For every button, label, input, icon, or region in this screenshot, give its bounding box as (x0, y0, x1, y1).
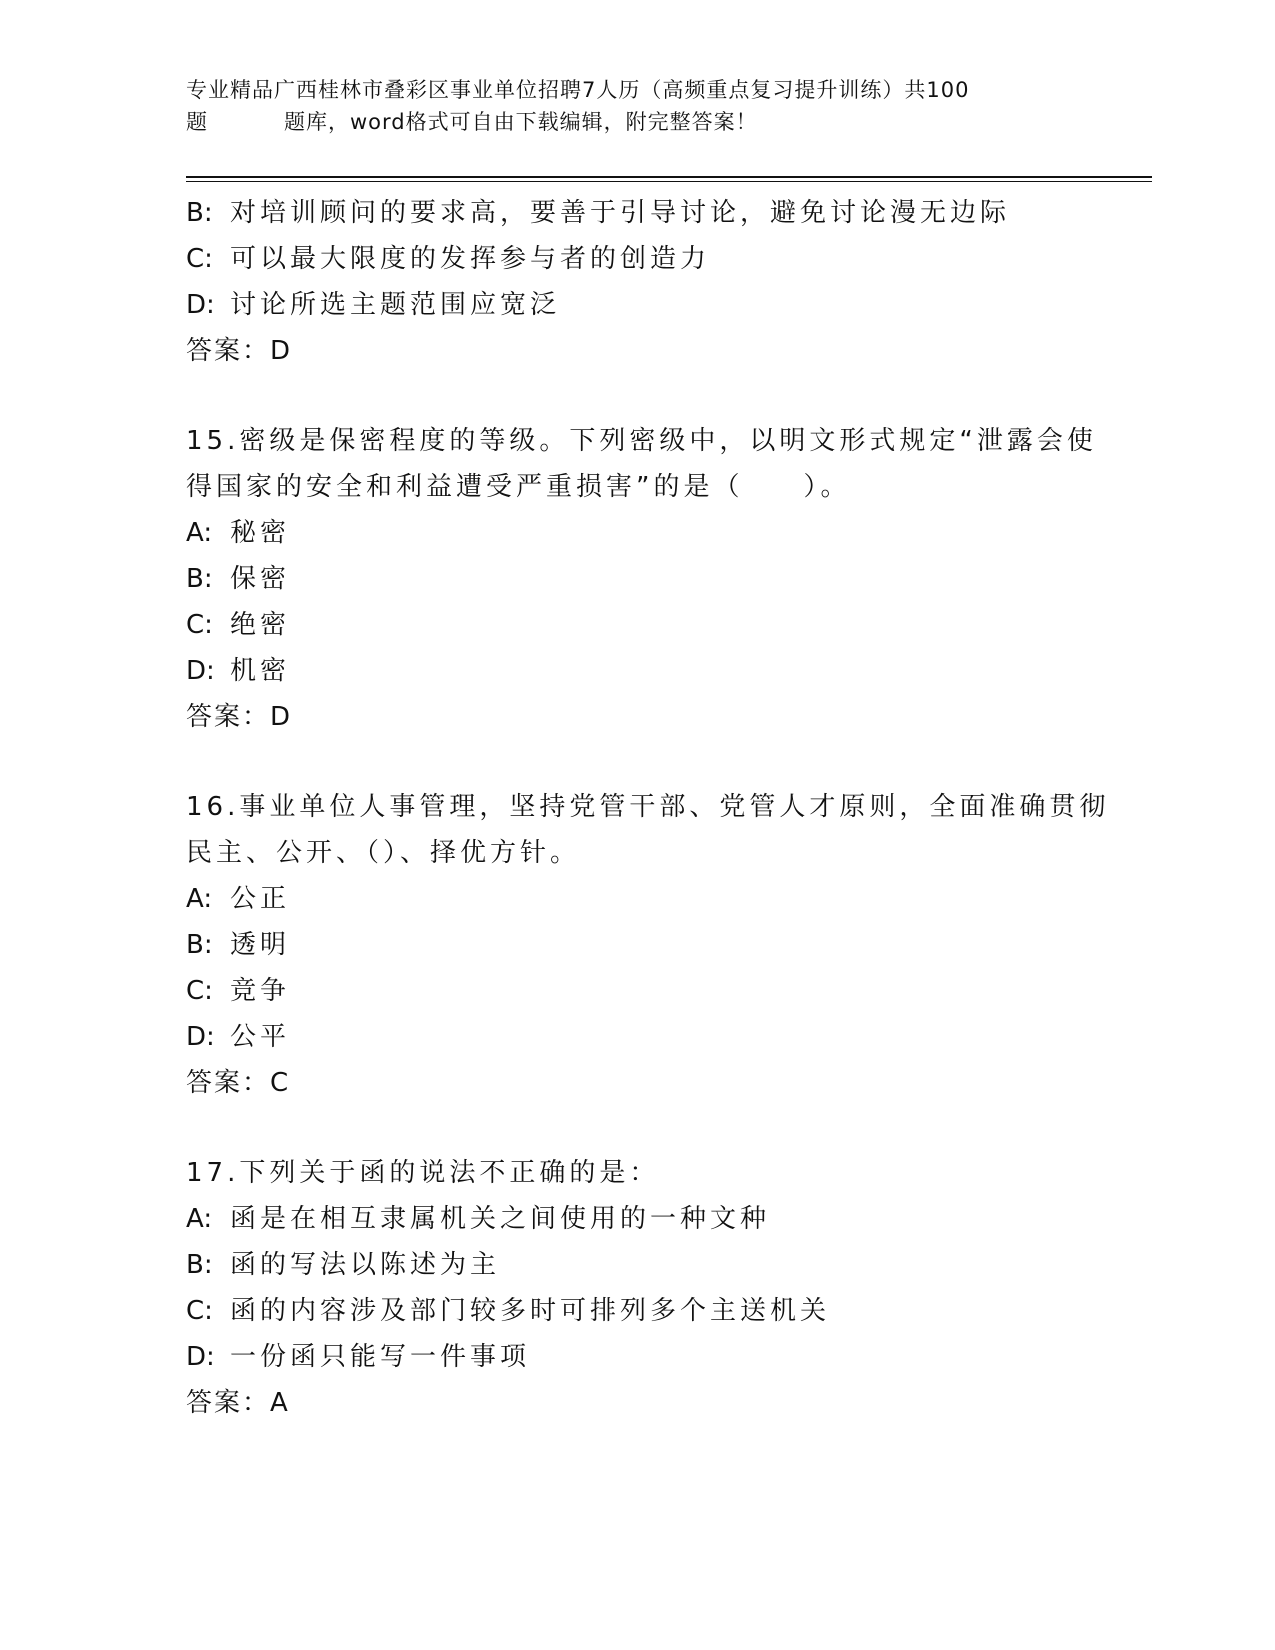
option-d: D: 讨论所选主题范围应宽泛 (186, 290, 561, 320)
header-title-line1: 专业精品广西桂林市叠彩区事业单位招聘7人历（高频重点复习提升训练）共100 (186, 78, 970, 102)
question-stem: 16.事业单位人事管理，坚持党管干部、党管人才原则，全面准确贯彻 (186, 792, 1110, 822)
header-rule-thick (186, 176, 1152, 178)
option-b: B: 透明 (186, 930, 291, 960)
document-header (186, 74, 1086, 138)
question-fragment (186, 190, 1086, 374)
answer-line: 答案：D (186, 336, 293, 366)
question-stem: 17.下列关于函的说法不正确的是： (186, 1158, 660, 1188)
answer-line: 答案：D (186, 702, 293, 732)
question-content (186, 190, 1110, 1426)
header-title-line2 (186, 106, 1086, 138)
header-rule-thin (186, 181, 1152, 182)
question-stem-continued: 得国家的安全和利益遭受严重损害”的是（ ）。 (186, 472, 851, 502)
header-line2-left: 题 (186, 110, 208, 134)
option-c: C: 可以最大限度的发挥参与者的创造力 (186, 244, 711, 274)
question-16 (186, 784, 1110, 1106)
option-d: D: 机密 (186, 656, 291, 686)
option-c: C: 竞争 (186, 976, 291, 1006)
answer-line: 答案：C (186, 1068, 291, 1098)
option-c: C: 函的内容涉及部门较多时可排列多个主送机关 (186, 1296, 831, 1326)
question-stem: 15.密级是保密程度的等级。下列密级中，以明文形式规定“泄露会使 (186, 426, 1097, 456)
option-a: A: 秘密 (186, 518, 291, 548)
option-d: D: 一份函只能写一件事项 (186, 1342, 531, 1372)
option-b: B: 保密 (186, 564, 291, 594)
question-15 (186, 418, 1097, 740)
header-line2-right: 题库，word格式可自由下载编辑，附完整答案！ (284, 110, 758, 134)
option-b: B: 函的写法以陈述为主 (186, 1250, 501, 1280)
option-c: C: 绝密 (186, 610, 291, 640)
question-stem-continued: 民主、公开、（）、择优方针。 (186, 838, 581, 868)
option-a: A: 函是在相互隶属机关之间使用的一种文种 (186, 1204, 771, 1234)
option-b: B: 对培训顾问的要求高，要善于引导讨论，避免讨论漫无边际 (186, 198, 1011, 228)
question-17 (186, 1150, 1086, 1426)
option-d: D: 公平 (186, 1022, 291, 1052)
answer-line: 答案：A (186, 1388, 290, 1418)
option-a: A: 公正 (186, 884, 291, 914)
